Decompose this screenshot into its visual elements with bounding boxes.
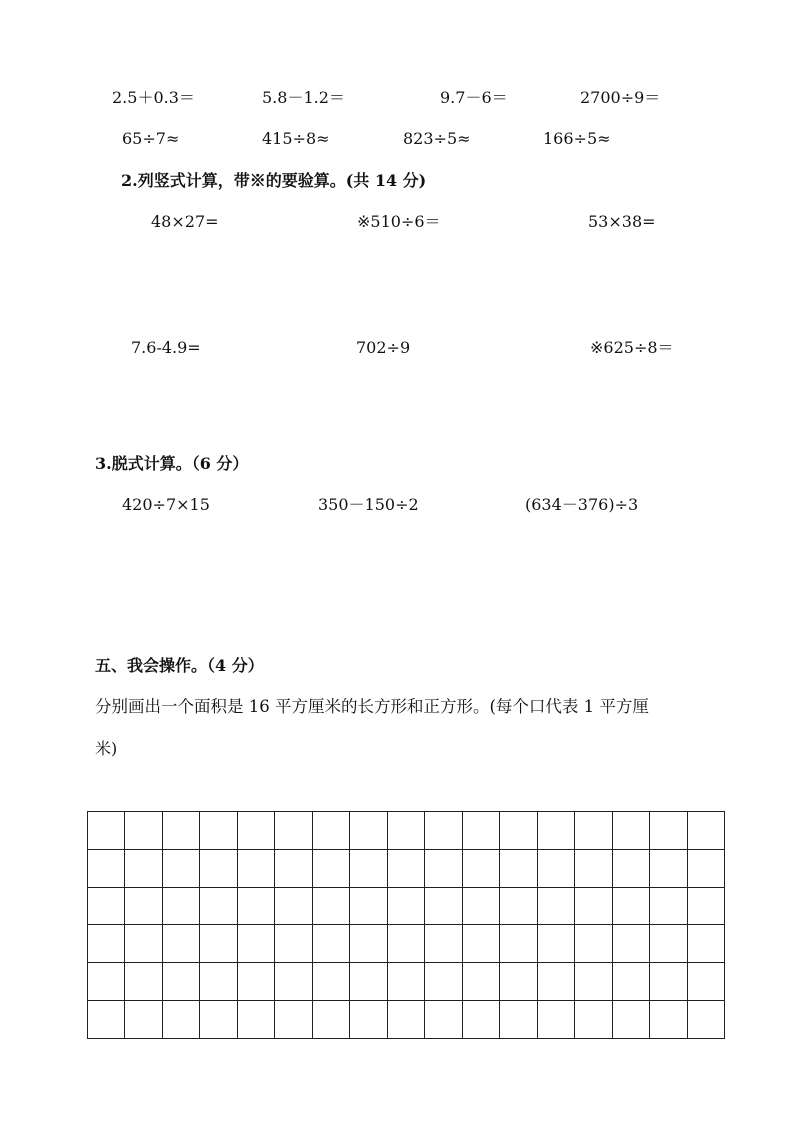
vertical-problem-1: 48×27= <box>151 212 219 231</box>
section5-instruction: 分别画出一个面积是 16 平方厘米的长方形和正方形。(每个口代表 1 平方厘 <box>95 697 649 716</box>
grid-cell[interactable] <box>163 812 200 850</box>
grid-cell[interactable] <box>425 1001 462 1039</box>
grid-cell[interactable] <box>388 1001 425 1039</box>
grid-cell[interactable] <box>650 888 687 926</box>
grid-cell[interactable] <box>350 850 387 888</box>
section2-heading: 2.列竖式计算，带※的要验算。(共 14 分) <box>121 171 427 190</box>
section5-instruction-continued: 米) <box>95 739 118 758</box>
grid-cell[interactable] <box>500 888 537 926</box>
grid-cell[interactable] <box>500 925 537 963</box>
grid-cell[interactable] <box>238 1001 275 1039</box>
grid-cell[interactable] <box>200 812 237 850</box>
oral-problem-3: 9.7－6＝ <box>440 88 508 107</box>
grid-cell[interactable] <box>88 888 125 926</box>
grid-cell[interactable] <box>238 888 275 926</box>
grid-cell[interactable] <box>500 1001 537 1039</box>
stepwise-problem-2: 350－150÷2 <box>318 495 419 514</box>
grid-cell[interactable] <box>538 850 575 888</box>
grid-cell[interactable] <box>575 963 612 1001</box>
grid-cell[interactable] <box>88 1001 125 1039</box>
vertical-problem-3: 53×38= <box>588 212 656 231</box>
grid-cell[interactable] <box>350 925 387 963</box>
grid-cell[interactable] <box>463 963 500 1001</box>
oral-estimate-1: 65÷7≈ <box>122 129 180 148</box>
grid-cell[interactable] <box>238 963 275 1001</box>
section5-heading: 五、我会操作。（4 分） <box>95 656 264 675</box>
grid-cell[interactable] <box>538 888 575 926</box>
grid-cell[interactable] <box>613 812 650 850</box>
grid-cell[interactable] <box>350 888 387 926</box>
grid-cell[interactable] <box>688 1001 725 1039</box>
grid-cell[interactable] <box>313 888 350 926</box>
grid-cell[interactable] <box>425 963 462 1001</box>
grid-cell[interactable] <box>313 925 350 963</box>
grid-cell[interactable] <box>238 925 275 963</box>
grid-cell[interactable] <box>88 925 125 963</box>
grid-cell[interactable] <box>275 850 312 888</box>
grid-cell[interactable] <box>88 812 125 850</box>
grid-cell[interactable] <box>463 888 500 926</box>
grid-cell[interactable] <box>613 925 650 963</box>
grid-cell[interactable] <box>350 812 387 850</box>
grid-cell[interactable] <box>463 1001 500 1039</box>
grid-cell[interactable] <box>613 850 650 888</box>
grid-cell[interactable] <box>238 812 275 850</box>
oral-estimate-3: 823÷5≈ <box>403 129 471 148</box>
grid-cell[interactable] <box>125 850 162 888</box>
grid-cell[interactable] <box>388 812 425 850</box>
grid-cell[interactable] <box>425 850 462 888</box>
grid-cell[interactable] <box>538 925 575 963</box>
grid-cell[interactable] <box>650 850 687 888</box>
grid-cell[interactable] <box>163 1001 200 1039</box>
oral-estimate-2: 415÷8≈ <box>262 129 330 148</box>
grid-cell[interactable] <box>200 925 237 963</box>
grid-cell[interactable] <box>538 963 575 1001</box>
grid-cell[interactable] <box>463 925 500 963</box>
oral-problem-4: 2700÷9＝ <box>580 88 661 107</box>
grid-cell[interactable] <box>88 850 125 888</box>
oral-problem-2: 5.8－1.2＝ <box>262 88 345 107</box>
vertical-problem-2: ※510÷6＝ <box>357 212 441 231</box>
grid-cell[interactable] <box>275 963 312 1001</box>
grid-cell[interactable] <box>125 1001 162 1039</box>
grid-cell[interactable] <box>388 888 425 926</box>
stepwise-problem-3: (634－376)÷3 <box>525 495 639 514</box>
vertical-problem-4: 7.6-4.9= <box>131 338 201 357</box>
grid-cell[interactable] <box>538 812 575 850</box>
grid-cell[interactable] <box>688 850 725 888</box>
grid-cell[interactable] <box>575 812 612 850</box>
square-grid[interactable] <box>87 811 725 1039</box>
grid-cell[interactable] <box>575 1001 612 1039</box>
stepwise-problem-1: 420÷7×15 <box>122 495 210 514</box>
grid-cell[interactable] <box>313 812 350 850</box>
grid-cell[interactable] <box>125 888 162 926</box>
grid-cell[interactable] <box>125 963 162 1001</box>
grid-cell[interactable] <box>88 963 125 1001</box>
grid-cell[interactable] <box>688 888 725 926</box>
grid-cell[interactable] <box>463 812 500 850</box>
grid-cell[interactable] <box>613 963 650 1001</box>
grid-cell[interactable] <box>688 812 725 850</box>
grid-cell[interactable] <box>313 1001 350 1039</box>
grid-cell[interactable] <box>388 963 425 1001</box>
grid-cell[interactable] <box>613 1001 650 1039</box>
vertical-problem-6: ※625÷8＝ <box>590 338 674 357</box>
grid-cell[interactable] <box>688 963 725 1001</box>
grid-cell[interactable] <box>125 812 162 850</box>
grid-cell[interactable] <box>425 812 462 850</box>
grid-cell[interactable] <box>575 925 612 963</box>
grid-cell[interactable] <box>500 850 537 888</box>
grid-cell[interactable] <box>275 888 312 926</box>
grid-cell[interactable] <box>575 850 612 888</box>
grid-cell[interactable] <box>650 812 687 850</box>
grid-cell[interactable] <box>650 1001 687 1039</box>
grid-cell[interactable] <box>388 850 425 888</box>
grid-cell[interactable] <box>538 1001 575 1039</box>
grid-cell[interactable] <box>575 888 612 926</box>
grid-cell[interactable] <box>388 925 425 963</box>
grid-cell[interactable] <box>350 1001 387 1039</box>
grid-cell[interactable] <box>650 925 687 963</box>
oral-estimate-4: 166÷5≈ <box>543 129 611 148</box>
grid-cell[interactable] <box>313 850 350 888</box>
grid-cell[interactable] <box>613 888 650 926</box>
grid-cell[interactable] <box>200 888 237 926</box>
grid-cell[interactable] <box>163 888 200 926</box>
grid-cell[interactable] <box>275 925 312 963</box>
grid-cell[interactable] <box>200 1001 237 1039</box>
grid-cell[interactable] <box>163 925 200 963</box>
grid-cell[interactable] <box>275 1001 312 1039</box>
section3-heading: 3.脱式计算。（6 分） <box>95 454 249 473</box>
grid-cell[interactable] <box>163 963 200 1001</box>
grid-cell[interactable] <box>425 888 462 926</box>
grid-cell[interactable] <box>350 963 387 1001</box>
grid-cell[interactable] <box>275 812 312 850</box>
grid-cell[interactable] <box>500 812 537 850</box>
grid-cell[interactable] <box>125 925 162 963</box>
grid-cell[interactable] <box>463 850 500 888</box>
grid-cell[interactable] <box>238 850 275 888</box>
grid-cell[interactable] <box>500 963 537 1001</box>
grid-cell[interactable] <box>425 925 462 963</box>
grid-cell[interactable] <box>200 963 237 1001</box>
oral-problem-1: 2.5＋0.3＝ <box>112 88 195 107</box>
grid-cell[interactable] <box>313 963 350 1001</box>
grid-cell[interactable] <box>200 850 237 888</box>
grid-cell[interactable] <box>688 925 725 963</box>
grid-cell[interactable] <box>650 963 687 1001</box>
vertical-problem-5: 702÷9 <box>356 338 411 357</box>
grid-cell[interactable] <box>163 850 200 888</box>
